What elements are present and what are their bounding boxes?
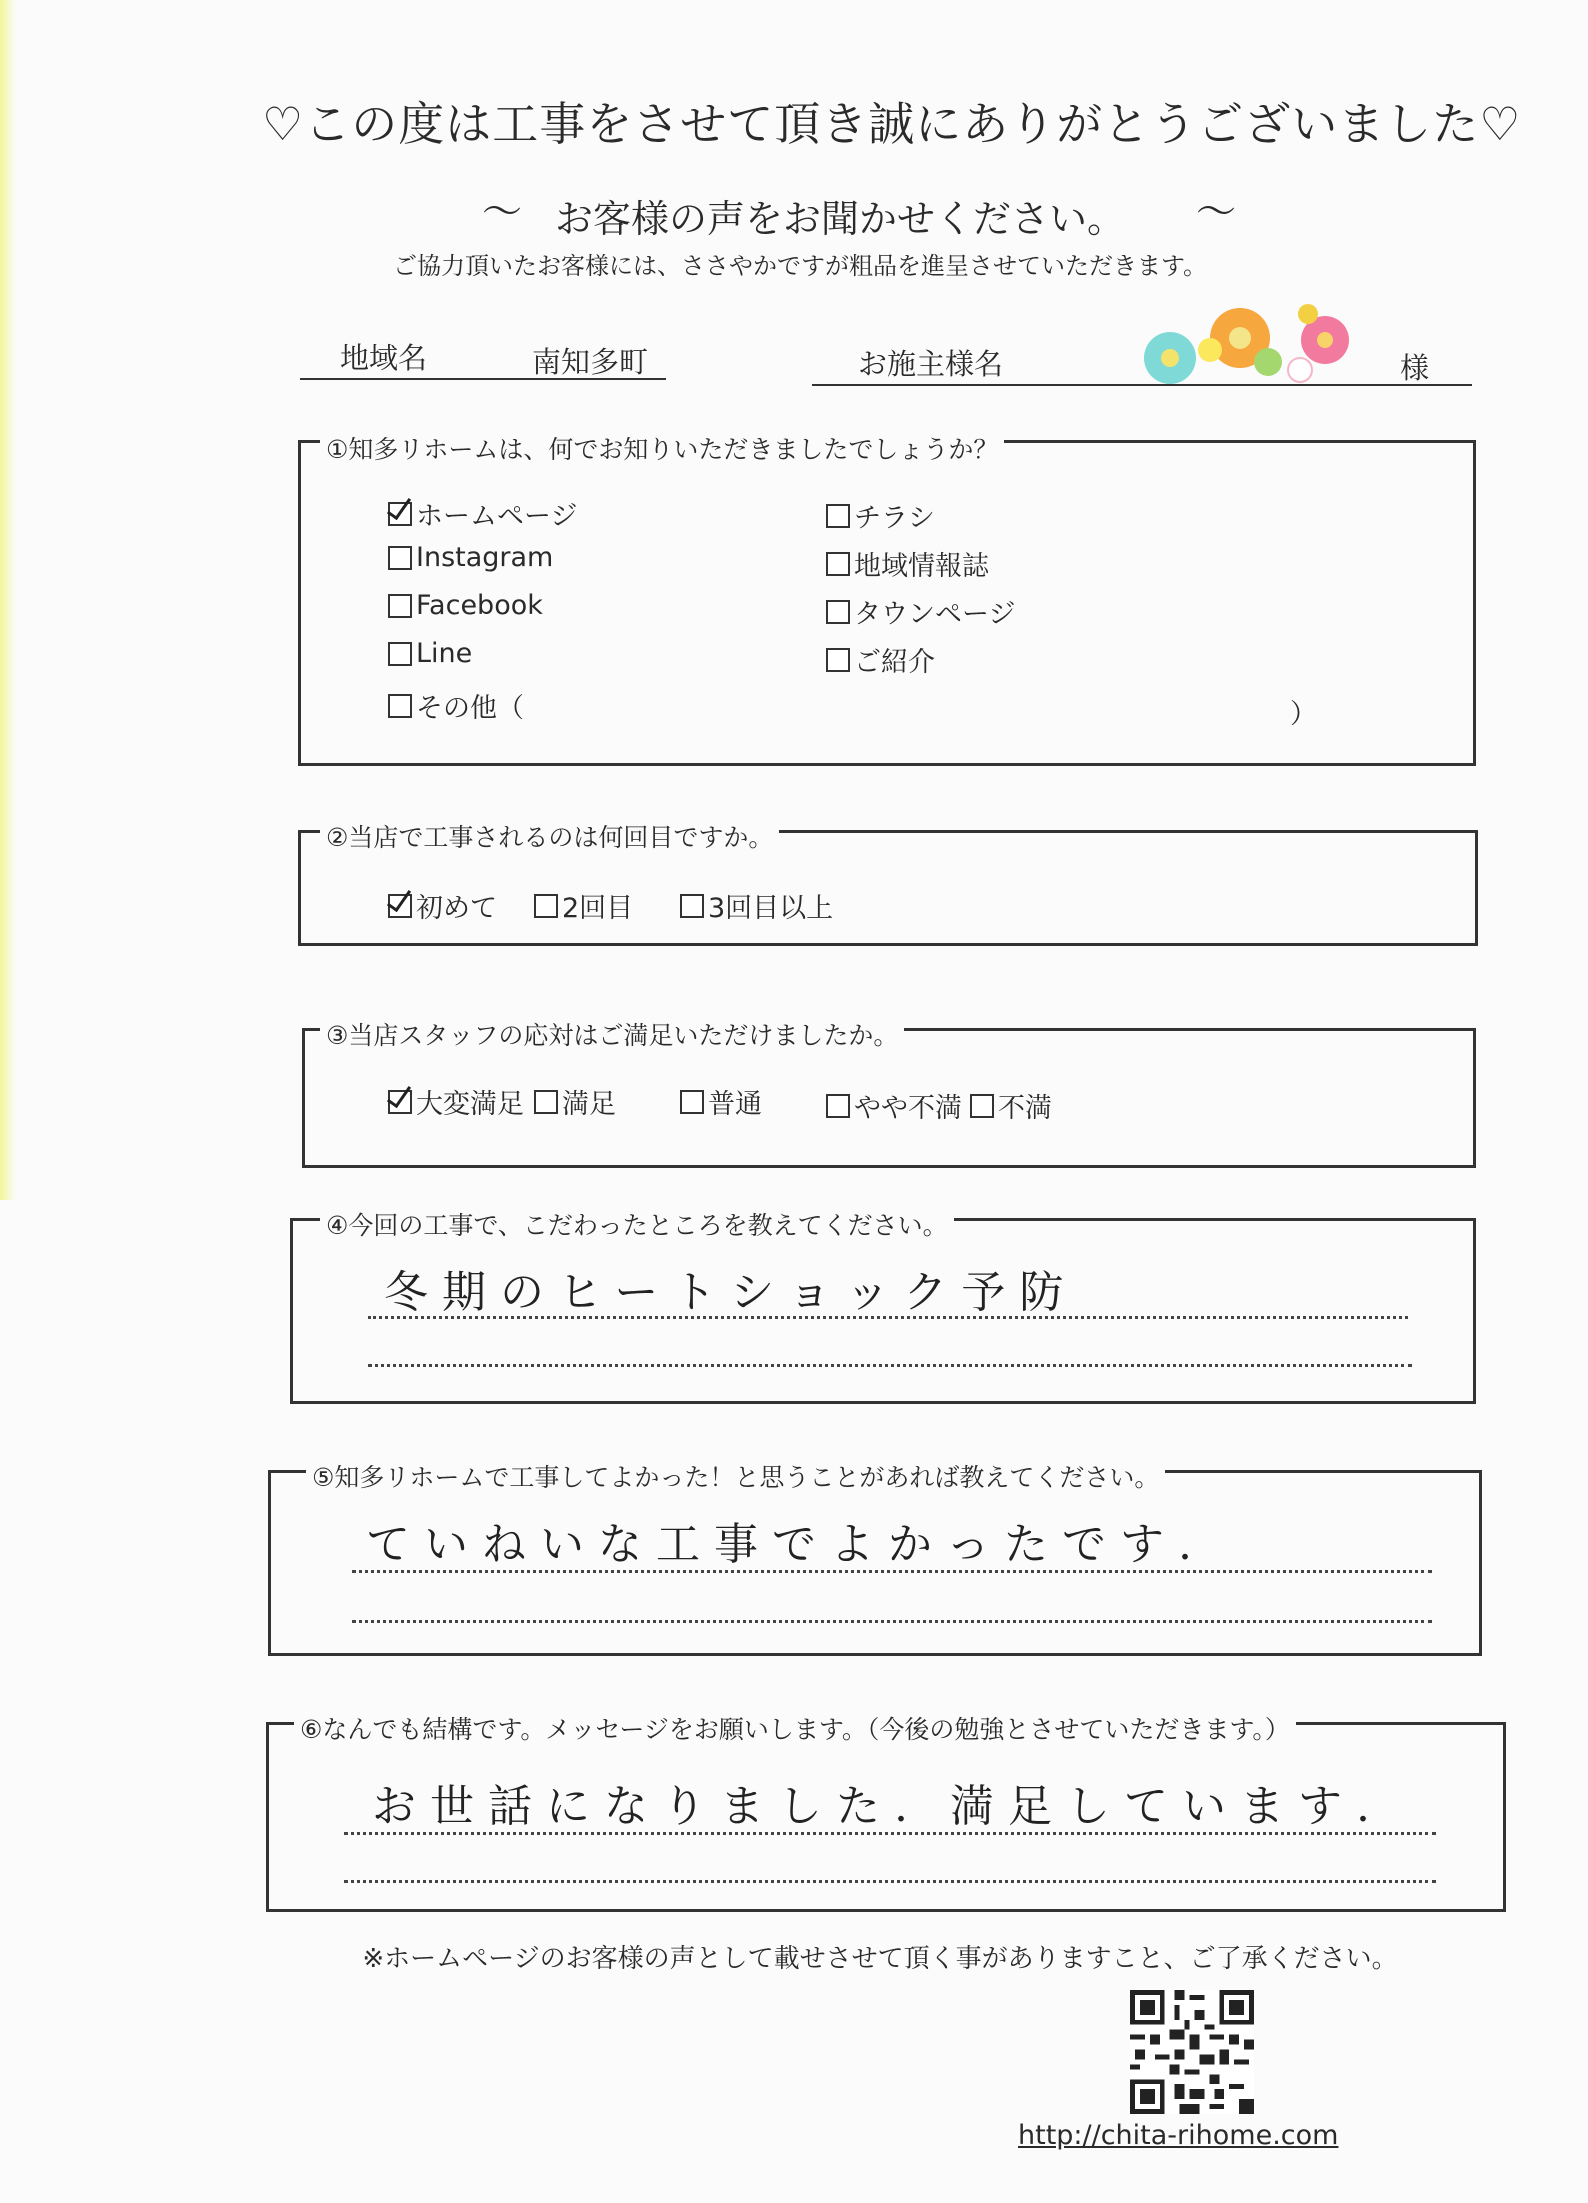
checkbox[interactable] xyxy=(388,642,412,666)
checkbox[interactable] xyxy=(388,694,412,718)
gift-note: ご協力頂いたお客様には、ささやかですが粗品を進呈させていただきます。 xyxy=(392,252,1208,280)
q4-dotted-line-1 xyxy=(368,1316,1408,1319)
q4-answer: 冬期のヒートショック予防 xyxy=(384,1267,1078,1318)
q3-option-very-satisfied[interactable] xyxy=(388,1082,524,1121)
q3-option-slightly-dissatisfied[interactable] xyxy=(826,1086,962,1125)
q3-option-label: 大変満足 xyxy=(416,1089,524,1120)
q1-option-referral[interactable] xyxy=(826,640,935,679)
q2-option-label: 初めて xyxy=(416,893,497,924)
checkbox[interactable] xyxy=(826,648,850,672)
q1-option-townpage[interactable] xyxy=(826,592,1015,631)
q3-option-neutral[interactable] xyxy=(680,1082,762,1121)
q3-option-dissatisfied[interactable] xyxy=(970,1086,1052,1125)
q2-option-label: 2回目 xyxy=(562,893,634,924)
q4-question: ④今回の工事で、こだわったところを教えてください。 xyxy=(320,1206,954,1242)
website-link[interactable]: http://chita-rihome.com xyxy=(1018,2120,1339,2151)
flower-decoration-icon xyxy=(1140,300,1360,400)
checkbox-checked[interactable] xyxy=(388,894,412,918)
q5-dotted-line-2 xyxy=(352,1620,1432,1623)
footer-note: ※ホームページのお客様の声として載せさせて頂く事がありますこと、ご了承ください。 xyxy=(362,1944,1398,1974)
q1-option-line[interactable] xyxy=(388,638,472,669)
checkbox-checked[interactable] xyxy=(388,1090,412,1114)
checkbox[interactable] xyxy=(388,546,412,570)
q1-close-paren: ） xyxy=(1290,699,1317,730)
q1-option-label: Line xyxy=(416,638,473,669)
checkbox[interactable] xyxy=(680,1090,704,1114)
q3-option-label: やや不満 xyxy=(854,1093,962,1124)
checkbox[interactable] xyxy=(826,1094,850,1118)
q3-question: ③当店スタッフの応対はご満足いただけましたか。 xyxy=(320,1016,904,1052)
q1-option-label: ホームページ xyxy=(416,501,578,532)
q5-answer: ていねいな工事でよかったです. xyxy=(366,1519,1206,1570)
checkbox[interactable] xyxy=(826,552,850,576)
q1-option-label: Facebook xyxy=(416,590,543,621)
q6-question: ⑥なんでも結構です。メッセージをお願いします。（今後の勉強とさせていただきます。） xyxy=(294,1710,1296,1746)
checkbox[interactable] xyxy=(826,504,850,528)
q1-option-local-magazine[interactable] xyxy=(826,544,989,583)
q1-option-label: その他（ xyxy=(416,693,524,724)
q1-option-label: ご紹介 xyxy=(854,647,935,678)
qr-code-icon xyxy=(1130,1990,1254,2114)
q3-option-label: 普通 xyxy=(708,1089,762,1120)
q2-option-label: 3回目以上 xyxy=(708,893,834,924)
q2-option-third-plus[interactable] xyxy=(680,886,833,925)
q2-option-first[interactable] xyxy=(388,886,497,925)
q3-option-label: 不満 xyxy=(998,1093,1052,1124)
q5-question: ⑤知多リホームで工事してよかった！と思うことがあれば教えてください。 xyxy=(306,1458,1165,1494)
q1-option-homepage[interactable] xyxy=(388,494,577,533)
q1-option-facebook[interactable] xyxy=(388,590,543,621)
q3-option-satisfied[interactable] xyxy=(534,1082,616,1121)
checkbox[interactable] xyxy=(680,894,704,918)
page-subtitle: お客様の声をお聞かせください。 xyxy=(554,197,1125,241)
paper-edge-highlight xyxy=(0,0,16,1200)
q1-option-instagram[interactable] xyxy=(388,542,553,573)
page-title: ♡この度は工事をさせて頂き誠にありがとうございました♡ xyxy=(262,97,1522,151)
q1-question: ①知多リホームは、何でお知りいただきましたでしょうか？ xyxy=(320,430,1004,466)
q4-dotted-line-2 xyxy=(368,1364,1412,1367)
q1-option-label: Instagram xyxy=(416,542,554,573)
client-label: お施主様名 xyxy=(858,347,1004,381)
q1-option-label: 地域情報誌 xyxy=(854,551,989,582)
checkbox-checked[interactable] xyxy=(388,502,412,526)
q3-option-label: 満足 xyxy=(562,1089,616,1120)
checkbox[interactable] xyxy=(534,1090,558,1114)
q1-option-label: チラシ xyxy=(854,503,935,534)
q2-question: ②当店で工事されるのは何回目ですか。 xyxy=(320,818,779,854)
tilde-right: ～ xyxy=(1196,189,1236,235)
honorific: 様 xyxy=(1400,351,1430,385)
area-label: 地域名 xyxy=(340,341,428,375)
area-value: 南知多町 xyxy=(532,345,649,379)
area-underline xyxy=(300,378,666,380)
checkbox[interactable] xyxy=(826,600,850,624)
q6-dotted-line-1 xyxy=(344,1832,1436,1835)
q6-answer: お世話になりました. 満足しています. xyxy=(372,1781,1384,1832)
q1-option-label: タウンページ xyxy=(854,599,1016,630)
checkbox[interactable] xyxy=(534,894,558,918)
q1-option-other[interactable] xyxy=(388,686,524,725)
q6-dotted-line-2 xyxy=(344,1880,1436,1883)
checkbox[interactable] xyxy=(388,594,412,618)
q5-dotted-line-1 xyxy=(352,1570,1432,1573)
q2-option-second[interactable] xyxy=(534,886,633,925)
q1-option-flyer[interactable] xyxy=(826,496,935,535)
tilde-left: ～ xyxy=(482,189,522,235)
checkbox[interactable] xyxy=(970,1094,994,1118)
